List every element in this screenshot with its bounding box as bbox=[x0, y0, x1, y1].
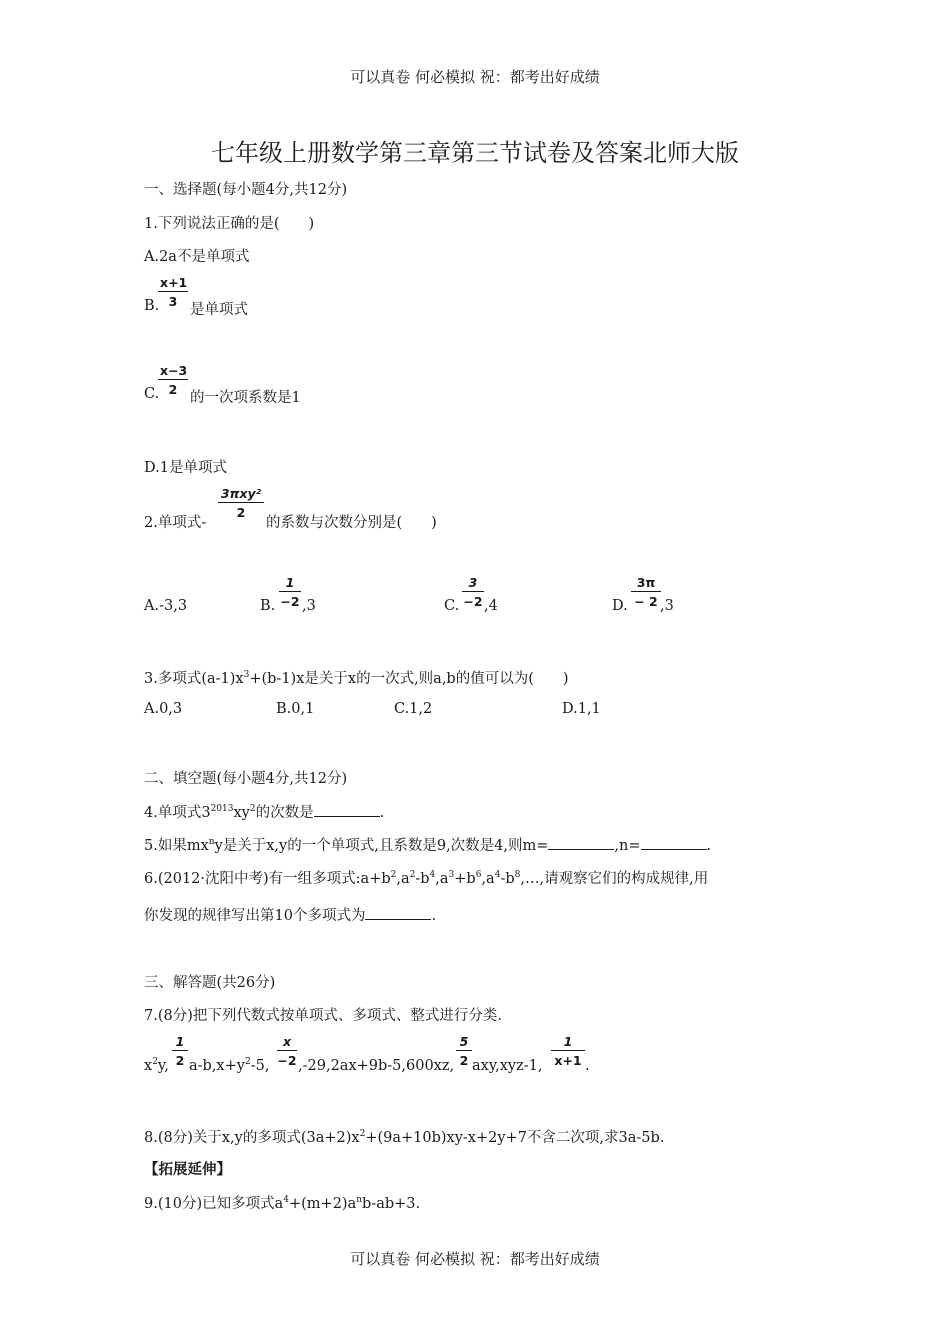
q5-end: . bbox=[706, 838, 712, 854]
option-c-label: C. bbox=[444, 598, 460, 614]
fraction-denominator: 2 bbox=[459, 1053, 469, 1068]
option-b-label: B. bbox=[260, 598, 276, 614]
q9-text-3: b-ab+3. bbox=[362, 1196, 421, 1212]
q7-t2: y, bbox=[157, 1058, 169, 1074]
answer-blank-n[interactable] bbox=[641, 837, 707, 850]
q4-text-2: xy bbox=[233, 805, 250, 821]
option-d-label: D. bbox=[612, 598, 628, 614]
fraction-1-over-x-plus-1 bbox=[551, 1034, 585, 1068]
fraction-1-over-neg2 bbox=[279, 575, 301, 609]
fraction-numerator: 1 bbox=[172, 1034, 188, 1051]
question-3-option-c: C.1,2 bbox=[394, 701, 433, 717]
question-3-stem bbox=[144, 667, 569, 688]
q4-exponent-1: 2013 bbox=[210, 804, 234, 814]
option-b-label: B. bbox=[144, 298, 160, 314]
fraction-numerator: 1 bbox=[551, 1034, 585, 1051]
fraction-numerator: 3πxy² bbox=[218, 486, 264, 503]
q9-text-2: +(m+2)a bbox=[288, 1196, 357, 1212]
q6-e7: 8 bbox=[514, 870, 521, 880]
page-header: 可以真卷 何必模拟 祝：都考出好成绩 bbox=[350, 68, 600, 86]
q4-end: . bbox=[379, 805, 385, 821]
answer-blank-m[interactable] bbox=[548, 837, 614, 850]
fraction-denominator: −2 bbox=[277, 1053, 297, 1068]
q6-line2-text: 你发现的规律写出第10个多项式为 bbox=[144, 908, 366, 924]
q7-t4: -5, bbox=[250, 1058, 270, 1074]
fraction-3-over-neg2 bbox=[462, 575, 484, 609]
q6-t4: ,a bbox=[435, 871, 449, 887]
q8-text-2: +(9a+10b)xy-x+2y+7不含二次项,求3a-5b. bbox=[365, 1130, 665, 1146]
question-5 bbox=[144, 834, 711, 855]
question-1-option-a: A.2a不是单项式 bbox=[144, 249, 250, 265]
fraction-3pi-over-neg2 bbox=[631, 575, 661, 609]
q6-t7: -b bbox=[500, 871, 515, 887]
q5-text-3: ,n= bbox=[614, 838, 641, 854]
fraction-denominator: x+1 bbox=[554, 1053, 582, 1068]
fraction-3pixy2-over-2 bbox=[218, 486, 264, 520]
section-extend-heading: 【拓展延伸】 bbox=[144, 1161, 231, 1178]
q6-e4: 3 bbox=[448, 870, 455, 880]
question-2-suffix: 的系数与次数分别是( ) bbox=[266, 515, 437, 531]
fraction-numerator: 3 bbox=[462, 575, 484, 592]
q6-t6: ,a bbox=[481, 871, 495, 887]
question-2-prefix: 2.单项式- bbox=[144, 515, 207, 531]
q4-text-3: 的次数是 bbox=[255, 805, 314, 821]
q6-e5: 6 bbox=[475, 870, 482, 880]
q7-term-2 bbox=[189, 1058, 269, 1074]
section-fill-heading: 二、填空题(每小题4分,共12分) bbox=[144, 771, 348, 787]
fraction-5-over-2 bbox=[456, 1034, 472, 1068]
fraction-numerator: 5 bbox=[456, 1034, 472, 1051]
option-b-text: 是单项式 bbox=[190, 302, 248, 318]
answer-blank[interactable] bbox=[314, 804, 380, 817]
question-6-line-1 bbox=[144, 867, 708, 888]
q7-t3-exp: 2 bbox=[244, 1057, 251, 1067]
fraction-1-over-2 bbox=[172, 1034, 188, 1068]
q7-term-1 bbox=[144, 1058, 169, 1074]
fraction-x-minus-3-over-2 bbox=[158, 363, 188, 397]
fraction-denominator: −2 bbox=[280, 594, 300, 609]
q8-exponent: 2 bbox=[359, 1129, 366, 1139]
q7-term-3: ,-29,2ax+9b-5,600xz, bbox=[298, 1058, 455, 1074]
q7-t3: a-b,x+y bbox=[189, 1058, 245, 1074]
q6-e2: 2 bbox=[409, 870, 416, 880]
q5-text-1: 5.如果mx bbox=[144, 838, 209, 854]
q5-exponent: n bbox=[208, 837, 215, 847]
q6-e6: 4 bbox=[494, 870, 501, 880]
q5-text-2: y是关于x,y的一个单项式,且系数是9,次数是4,则m= bbox=[214, 838, 549, 854]
option-c-label: C. bbox=[144, 386, 160, 402]
question-3-option-b: B.0,1 bbox=[276, 701, 315, 717]
q6-end: . bbox=[431, 908, 437, 924]
question-1-option-d: D.1是单项式 bbox=[144, 460, 227, 476]
q6-t8: ,…,请观察它们的构成规律,用 bbox=[520, 871, 709, 887]
fraction-denominator: − 2 bbox=[634, 594, 658, 609]
q4-text-1: 4.单项式3 bbox=[144, 805, 211, 821]
q6-e3: 4 bbox=[429, 870, 436, 880]
q7-term-4: axy,xyz-1, bbox=[472, 1058, 543, 1074]
fraction-numerator: x+1 bbox=[160, 275, 188, 290]
fraction-x-plus-1-over-3 bbox=[158, 275, 188, 309]
q6-t1: 6.(2012·沈阳中考)有一组多项式:a+b bbox=[144, 871, 391, 887]
option-c-text: 的一次项系数是1 bbox=[190, 390, 301, 406]
option-d-text: ,3 bbox=[660, 598, 674, 614]
question-4 bbox=[144, 801, 384, 822]
q6-e1: 2 bbox=[390, 870, 397, 880]
question-3-option-a: A.0,3 bbox=[144, 701, 183, 717]
q4-exponent-2: 2 bbox=[249, 804, 256, 814]
section-answer-heading: 三、解答题(共26分) bbox=[144, 975, 276, 991]
answer-blank[interactable] bbox=[365, 907, 431, 920]
question-2-option-a: A.-3,3 bbox=[144, 598, 188, 614]
fraction-numerator: x bbox=[277, 1034, 297, 1051]
q7-t1-exp: 2 bbox=[152, 1057, 158, 1067]
fraction-denominator: −2 bbox=[463, 594, 483, 609]
section-choice-heading: 一、选择题(每小题4分,共12分) bbox=[144, 182, 348, 198]
q6-t3: -b bbox=[415, 871, 430, 887]
fraction-numerator: 3π bbox=[631, 575, 661, 592]
q6-t5: +b bbox=[454, 871, 476, 887]
fraction-numerator: 1 bbox=[279, 575, 301, 592]
q9-exponent-1: 4 bbox=[283, 1195, 289, 1205]
option-b-text: ,3 bbox=[302, 598, 316, 614]
option-c-text: ,4 bbox=[484, 598, 498, 614]
fraction-denominator: 2 bbox=[236, 505, 246, 520]
q6-t2: ,a bbox=[396, 871, 410, 887]
q3-text-2: +(b-1)x是关于x的一次式,则a,b的值可以为( ) bbox=[249, 671, 569, 687]
question-3-option-d: D.1,1 bbox=[562, 701, 601, 717]
question-9 bbox=[144, 1192, 420, 1213]
fraction-denominator: 3 bbox=[168, 294, 178, 309]
question-6-line-2 bbox=[144, 904, 436, 925]
q3-exponent: 3 bbox=[243, 670, 250, 680]
q9-text-1: 9.(10分)已知多项式a bbox=[144, 1196, 284, 1212]
fraction-x-over-neg2 bbox=[277, 1034, 297, 1068]
fraction-denominator: 2 bbox=[168, 382, 178, 397]
page-footer: 可以真卷 何必模拟 祝：都考出好成绩 bbox=[350, 1250, 600, 1268]
page-title: 七年级上册数学第三章第三节试卷及答案北师大版 bbox=[211, 139, 739, 167]
question-1-stem: 1.下列说法正确的是( ) bbox=[144, 216, 315, 232]
q3-text-1: 3.多项式(a-1)x bbox=[144, 671, 244, 687]
fraction-denominator: 2 bbox=[175, 1053, 185, 1068]
q9-exponent-2: n bbox=[356, 1195, 363, 1205]
q8-text-1: 8.(8分)关于x,y的多项式(3a+2)x bbox=[144, 1130, 360, 1146]
q7-term-end: . bbox=[585, 1058, 590, 1074]
question-8 bbox=[144, 1126, 664, 1147]
fraction-numerator: x−3 bbox=[160, 363, 188, 378]
q7-t1: x bbox=[144, 1058, 153, 1074]
question-7-stem: 7.(8分)把下列代数式按单项式、多项式、整式进行分类. bbox=[144, 1008, 502, 1024]
